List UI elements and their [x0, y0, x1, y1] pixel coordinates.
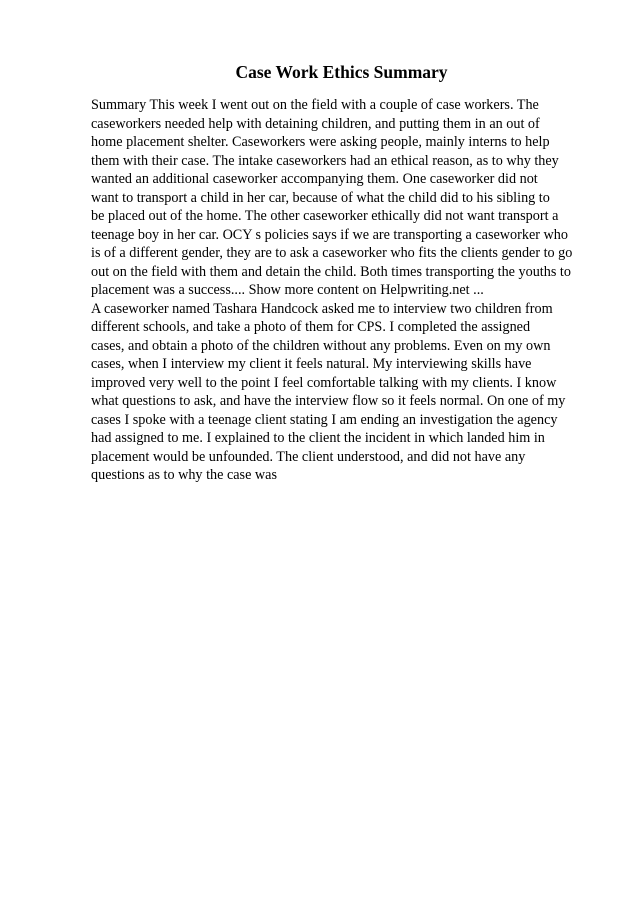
document-title: Case Work Ethics Summary [235, 62, 448, 82]
body-line: caseworkers needed help with detaining children, and putting them in an out of [91, 115, 540, 132]
body-line: home placement shelter. Caseworkers were asking people, mainly interns to help [91, 134, 550, 150]
body-line: placement would be unfounded. The client understood, and did not have any [91, 448, 526, 465]
document-body [91, 96, 601, 485]
body-line: Summary This week I went out on the field with a couple of case workers. The [91, 97, 539, 113]
body-line: A caseworker named Tashara Handcock asked me to interview two children from [91, 300, 553, 317]
body-line: be placed out of the home. The other caseworker ethically did not want transport a [91, 208, 559, 224]
body-line: cases, and obtain a photo of the children without any problems. Even on my own [91, 337, 551, 354]
body-line: wanted an additional caseworker accompanying them. One caseworker did not [91, 171, 538, 187]
body-line: questions as to why the case was [91, 467, 277, 483]
body-line: teenage boy in her car. OCY s policies says if we are transporting a caseworker who [91, 226, 568, 243]
body-line: is of a different gender, they are to ask a caseworker who fits the clients gender to go [91, 245, 573, 261]
body-line: cases, when I interview my client it feels natural. My interviewing skills have [91, 356, 532, 372]
body-line: had assigned to me. I explained to the client the incident in which landed him in [91, 430, 545, 446]
body-line: out on the field with them and detain the child. Both times transporting the youths to [91, 263, 571, 280]
body-line: placement was a success.... Show more content on Helpwriting.net ... [91, 282, 484, 298]
body-line: what questions to ask, and have the interview flow so it feels normal. On one of my [91, 393, 566, 409]
body-line: cases I spoke with a teenage client stating I am ending an investigation the agency [91, 411, 558, 428]
body-line: improved very well to the point I feel comfortable talking with my clients. I know [91, 374, 557, 391]
body-line: want to transport a child in her car, because of what the child did to his sibling to [91, 189, 550, 206]
body-line: them with their case. The intake caseworkers had an ethical reason, as to why they [91, 152, 559, 169]
body-line: different schools, and take a photo of them for CPS. I completed the assigned [91, 319, 531, 335]
